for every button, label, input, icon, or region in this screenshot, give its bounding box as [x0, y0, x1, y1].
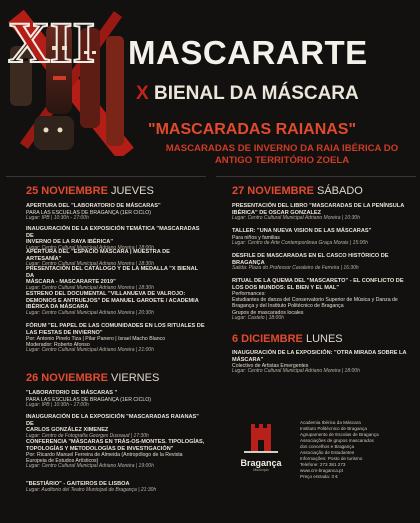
event: RITUAL DE LA QUEMA DEL "MASCARETO" - EL CONFLICTO DE LOS DOS MUNDOS: EL BIEN Y EL MAL" Performances: Estudiantes de danza del Conservatorio Superior de Música y Danza de Bragança y del Instituto Politécnico de Bragança Grupos de mascarados locales Lugar: Castelo | 18:00h: [232, 278, 404, 321]
event: APERTURA DEL "ESPACIO MÁSCARA | MUESTRA DE ARTESANÍA" Lugar: Centro Cultural Municipal Adriano Moreira | 18:30h: [26, 249, 170, 268]
credit-line: dos concelhos e Bragança: [300, 443, 355, 449]
tagline-line-1: MASCARADAS DE INVERNO DA RAIA IBÉRICA DO: [165, 143, 399, 154]
credits: [300, 420, 415, 480]
castle-icon: [232, 420, 290, 458]
logo-name: Bragança: [240, 458, 282, 468]
event: INAUGURACIÓN DE LA EXPOSICIÓN TEMÁTICA "MASCARADAS DE INVERNO DE LA RAYA IBÉRICA" Lugar: Centro Cultural Municipal Adriano Moreira | 18:00h: [26, 226, 200, 251]
divider: [6, 176, 206, 177]
subtitle-roman: X: [136, 83, 149, 104]
event: FÓRUM "EL PAPEL DE LAS COMUNIDADES EN LOS RITUALES DE LAS FIESTAS DE INVIERNO" Por: Antonio Pinelo Tiza | Pilar Panero | Israel Macho Blanco Moderador: Roberto Afonso Lugar: Centro Cultural Municipal Adriano Moreira | 21:00h: [26, 323, 205, 354]
event: PRESENTACIÓN DEL LIBRO "MASCARADAS DE LA PENÍNSULA IBÉRICA" DE OSCAR GONZALEZ Lugar: Centro Cultural Municipal Adriano Moreira | 10:30h: [232, 203, 405, 222]
masks-artwork: [6, 6, 134, 156]
credit-line: Informações: Posto de turismo: [300, 455, 363, 461]
day-heading-27: 27 NOVIEMBRE SÁBADO: [232, 185, 363, 197]
credit-line: Academia Ibérica da Máscara: [300, 420, 361, 425]
tagline-line-2: ANTIGO TERRITÓRIO ZOELA: [214, 154, 350, 166]
biennial-subtitle: [136, 84, 420, 103]
theme-title: "MASCARADAS RAIANAS": [148, 121, 357, 138]
event: DESFILE DE MASCARADAS EN EL CASCO HISTÓRICO DE BRAGANÇA Salida: Plaza do Professor Cavaleiro de Ferreira | 16:30h: [232, 253, 389, 272]
event: "LABORATORIO DE MÁSCARAS " PARA LAS ESCUELAS DE BRAGANÇA (1ER CICLO) Lugar: IPB | 10:30h - 17:00h: [26, 390, 152, 408]
day-heading-6: 6 DICIEMBRE LUNES: [232, 333, 343, 345]
credit-line: Telefone: 273 381 273: [300, 461, 346, 467]
edition-numeral: XII: [8, 10, 96, 75]
day-heading-25: 25 NOVIEMBRE JUEVES: [26, 185, 154, 197]
event: INAUGURACIÓN DE LA EXPOSICIÓN "MASCARADAS RAIANAS" DE CARLOS GONZÁLEZ XIMENEZ Lugar: Centro de Fotografía Georges Dussaud | 17:30h: [26, 414, 199, 439]
credit-line: www.cm-braganca.pt: [300, 467, 343, 473]
event: "BESTIÁRIO" - GAITEIROS DE LISBOA Lugar: Auditorio del Teatro Municipal de Bragança | 21:30h: [26, 481, 157, 493]
event: ESTRENO DEL DOCUMENTAL "VILLANUEVA DE VALROJO: DEMONIOS E ANTRUEJOS" DE MANUEL GAROETE / ACADEMIA IBÉRICA DA MÁSCARA Lugar: Centro Cultural Municipal Adriano Moreira | 20:30h: [26, 291, 199, 316]
event: INAUGURACIÓN DE LA EXPOSICIÓN: "OTRA MIRADA SOBRE LA MÁSCARA" Colectivo de Artistas Emergentes Lugar: Centro Cultural Municipal Adriano Moreira | 18:00h: [232, 350, 407, 375]
event: PRESENTACIÓN DEL CATÁLOGO Y DE LA MEDALLA "X BIENAL DA MÁSCARA - MASCARARTE 2019" Lugar: Centro Cultural Municipal Adriano Moreira | 18:30h: [26, 266, 198, 291]
credit-line: Agrupamento de Escolas de Bragança: [300, 431, 379, 437]
day-heading-26: 26 NOVIEMBRE VIERNES: [26, 372, 160, 384]
credit-line: Preço entrada: 3 €: [300, 473, 338, 479]
credit-line: Instituto Politécnico de Bragança: [300, 425, 367, 431]
event: TALLER: "UNA NUEVA VISION DE LAS MÁSCARAS" Para niños y familias Lugar: Centro de Arte Contemporânea Graça Morais | 15:00h: [232, 228, 372, 246]
credit-line: Associação de Estudantes: [300, 449, 355, 455]
event: CONFERENCIA "MÁSCARAS EN TRÁS-OS-MONTES. TIPOLOGÍAS, TOPOLOGÍAS Y METODOLOGÍAS DE INVESTIGACIÓN" Por: Ricardo Manuel Ferreira de Almeida (Antropólogo de la Revista Europeia de Estudos Artísticos) Lugar: Centro Cultural Municipal Adriano Moreira | 19:00h: [26, 439, 205, 470]
braganca-logo: [232, 420, 290, 472]
logo-municipality: Município: [253, 468, 269, 472]
credit-line: Associações de grupos mascarados: [300, 437, 374, 443]
event: APERTURA DEL "LABORATORIO DE MÁSCARAS" PARA LAS ESCUELAS DE BRAGANÇA (1ER CICLO) Lugar: IPB | 10:30h - 17:00h: [26, 203, 161, 221]
divider: [216, 176, 416, 177]
festival-title: MASCARARTE: [128, 34, 368, 71]
tagline: [146, 143, 418, 166]
subtitle-rest: BIENAL DA MÁSCARA: [153, 83, 359, 104]
